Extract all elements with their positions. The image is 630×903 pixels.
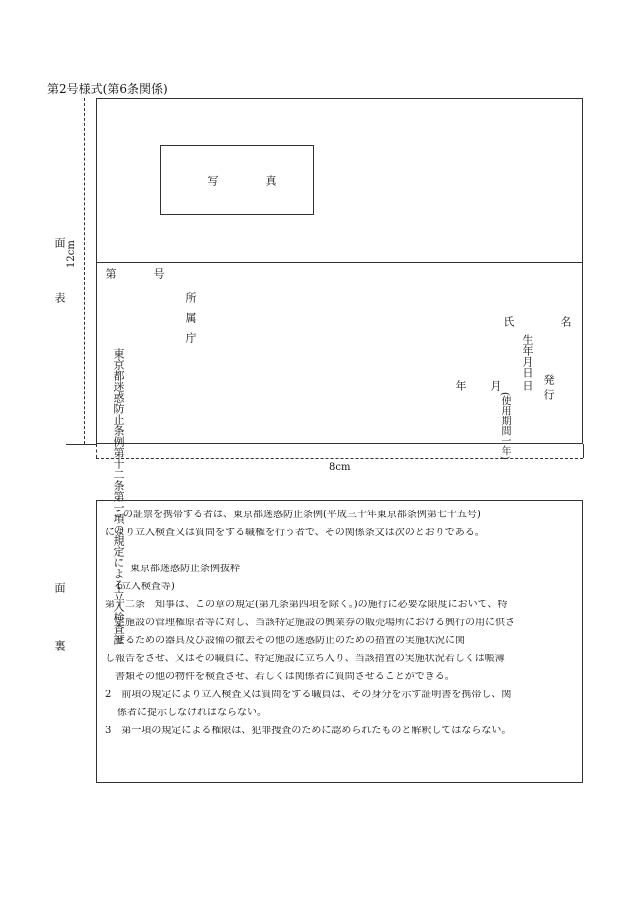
back-text-line-11: 2 前項の規定により立入検査又は質問をする職員は、その身分を示す証明書を携帯し、関: [105, 690, 512, 700]
back-text-line-1: この証票を携帯する者は、東京都迷惑防止条例(平成三十年東京都条例第七十五号): [113, 510, 481, 520]
issue-year-label: 年: [454, 380, 467, 391]
name-label-shi: 氏: [502, 316, 515, 327]
issue-label: 発行: [542, 374, 555, 404]
back-excerpt-title: 東京都迷惑防止条例抜粋: [130, 564, 240, 574]
issue-month-label: 月: [489, 380, 502, 391]
back-text-line-10: 書類その他の物件を検査させ、若しくは関係者に質問させることができる。: [115, 672, 455, 682]
form-title: 第2号様式(第6条関係): [47, 82, 168, 96]
back-text-line-2: により立入検査又は質問をする職権を行う者で、その関係条文は次のとおりである。: [105, 528, 485, 538]
photo-label-sha: 写: [206, 175, 219, 186]
width-dimension-line: [96, 458, 583, 459]
back-text-line-12: 係者に提示しなければならない。: [117, 708, 267, 718]
name-label-mei: 名: [559, 316, 572, 327]
back-text-line-9: し報告をさせ、又はその職員に、特定施設に立ち入り、当該措置の実施状況若しくは帳簿: [105, 654, 505, 664]
height-dimension-line: [84, 98, 85, 444]
height-dimension-tick: [66, 444, 96, 445]
number-suffix: 号: [152, 268, 165, 279]
width-dimension-right-tick: [583, 444, 584, 458]
photo-label-shin: 真: [264, 175, 277, 186]
birth-date-label: 生年月日: [521, 334, 534, 378]
back-text-line-7: 定施設の管理権原者等に対し、当該特定施設の興業券の販売場所における興行の用に供さ: [115, 618, 515, 628]
back-side-label-men: 面: [53, 582, 66, 593]
front-side-label-men: 面: [53, 237, 66, 248]
back-text-line-13: 3 第一項の規定による権限は、犯罪捜査のために認められたものと解釈してはならない。: [105, 726, 512, 736]
certificate-title: 東京都迷惑防止条例第十二条第一項の規定による立入検査証: [112, 348, 125, 645]
back-text-line-8: せるための器具及び設備の撤去その他の迷惑防止のための措置の実施状況に関: [115, 636, 465, 646]
photo-box: [160, 145, 314, 215]
back-side-label-ura: 裏: [53, 640, 66, 651]
affiliation-label: 所属庁: [184, 292, 197, 352]
number-label: 第: [104, 268, 117, 279]
front-side-label-omote: 表: [53, 292, 66, 303]
width-dimension-left-tick: [96, 444, 97, 458]
validity-period: (使用期間一年): [499, 392, 510, 460]
width-dimension-label: 8cm: [329, 462, 351, 473]
front-divider-line: [96, 262, 583, 263]
issue-day-label: 日: [521, 380, 534, 391]
back-section-heading: (立入検査等): [117, 582, 175, 592]
height-dimension-label: 12cm: [66, 240, 77, 268]
back-text-line-6: 第十二条 知事は、この章の規定(第九条第四項を除く。)の施行に必要な限度において、特: [105, 600, 508, 610]
